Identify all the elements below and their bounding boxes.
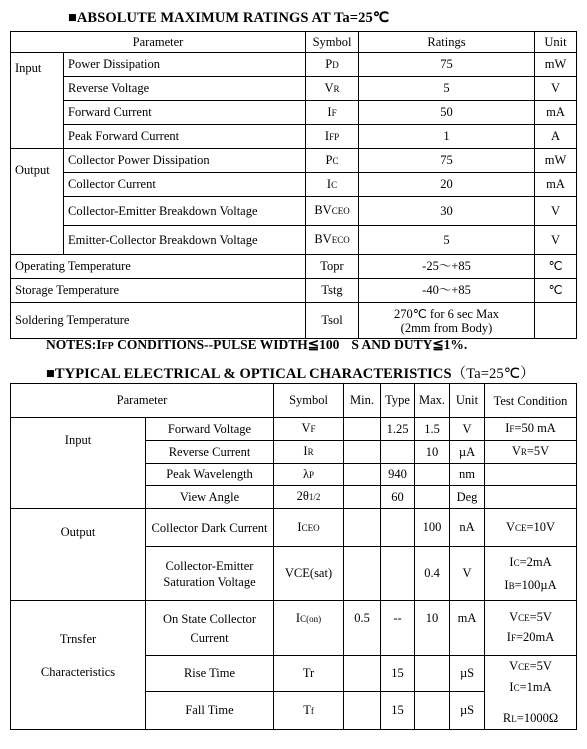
table-row: Fall Time Tf 15 µS	[11, 692, 577, 730]
table-row: Emitter-Collector Breakdown Voltage BVECO 5 V	[11, 226, 577, 255]
section-title-absolute-max: ■ABSOLUTE MAXIMUM RATINGS AT Ta=25℃	[68, 10, 390, 26]
table-row: Soldering Temperature Tsol 270℃ for 6 sec Max (2mm from Body)	[11, 303, 577, 339]
absolute-max-ratings-table	[10, 31, 577, 339]
table-row: Trnsfer Characteristics On State Collector Current IC(on) 0.5 -- 10 mA VCE=5V IF=20mA	[11, 601, 577, 656]
table-header-row: Parameter Symbol Min. Type Max. Unit Test Condition	[11, 384, 577, 418]
table-row: Output Collector Power Dissipation PC 75 mW	[11, 149, 577, 173]
bullet-square: ■	[46, 366, 55, 382]
table-row: Reverse Current IR 10 µA VR=5V	[11, 441, 577, 464]
notes-text: NOTES:IFP CONDITIONS--PULSE WIDTH≦100 S AND DUTY≦1%.	[46, 337, 468, 352]
section-title-typical: ■TYPICAL ELECTRICAL & OPTICAL CHARACTERISTICS（Ta=25℃）	[46, 366, 535, 382]
header-unit: Unit	[535, 32, 577, 53]
table-row: Input Forward Voltage VF 1.25 1.5 V IF=50 mA	[11, 418, 577, 441]
table-row: Collector-Emitter Breakdown Voltage BVCEO 30 V	[11, 197, 577, 226]
table-row: Storage Temperature Tstg -40～+85 ℃	[11, 279, 577, 303]
bullet-square: ■	[68, 10, 77, 26]
table-row: Peak Wavelength λP 940 nm	[11, 464, 577, 486]
table-row: Collector-Emitter Saturation Voltage VCE(sat) 0.4 V IC=2mA IB=100µA	[11, 547, 577, 601]
header-symbol: Symbol	[306, 32, 359, 53]
table-row: Collector Current IC 20 mA	[11, 173, 577, 197]
table-row: View Angle 2θ1/2 60 Deg	[11, 486, 577, 509]
table-row: Operating Temperature Topr -25～+85 ℃	[11, 255, 577, 279]
typical-characteristics-table	[10, 383, 577, 730]
table-row: Rise Time Tr 15 µS VCE=5V IC=1mA RL=1000Ω	[11, 656, 577, 692]
table-row: Peak Forward Current IFP 1 A	[11, 125, 577, 149]
table-row: Reverse Voltage VR 5 V	[11, 77, 577, 101]
table-row: Forward Current IF 50 mA	[11, 101, 577, 125]
table-row: Output Collector Dark Current ICEO 100 nA VCE=10V	[11, 509, 577, 547]
table-row: Input Power Dissipation PD 75 mW	[11, 53, 577, 77]
header-parameter: Parameter	[11, 32, 306, 53]
header-ratings: Ratings	[359, 32, 535, 53]
group-input: Input	[11, 53, 64, 149]
group-output: Output	[11, 149, 64, 255]
table-header-row	[11, 32, 577, 53]
